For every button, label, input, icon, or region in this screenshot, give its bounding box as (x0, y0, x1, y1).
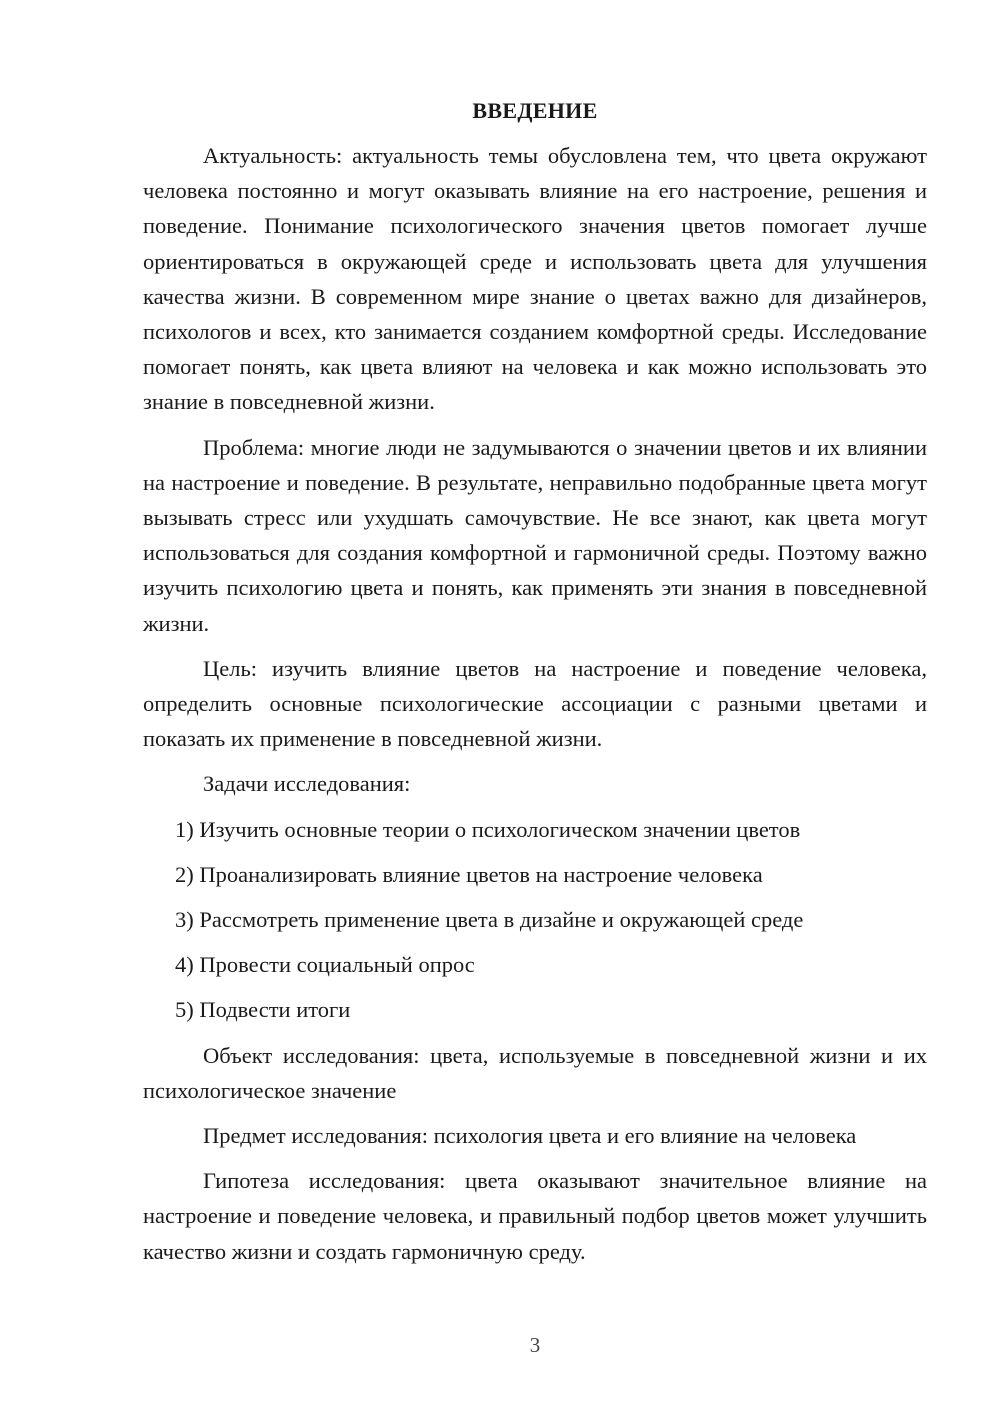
task-item: 4) Провести социальный опрос (175, 952, 475, 978)
task-item: 1) Изучить основные теории о психологическом значении цветов (175, 816, 801, 842)
task-item: 5) Подвести итоги (175, 997, 351, 1023)
tasks-list (143, 812, 927, 1028)
problem-paragraph: Проблема: многие люди не задумываются о значении цветов и их влиянии на настроение и поведение. В результате, неправильно подобранные цвета могут вызывать стресс или ухудшать самочувствие. Не все знают, как цвета могут использоваться для создания комфортной и гармоничной среды. Поэтому важно изучить психологию цвета и понять, как применять эти знания в повседневной жизни. (143, 434, 927, 636)
task-item: 2) Проанализировать влияние цветов на настроение человека (175, 861, 763, 887)
relevance-paragraph: Актуальность: актуальность темы обусловлена тем, что цвета окружают человека постоянно и могут оказывать влияние на его настроение, решения и поведение. Понимание психологического значения цветов помогает лучше ориентироваться в окружающей среде и использовать цвета для улучшения качества жизни. В современном мире знание о цветах важно для дизайнеров, психологов и всех, кто занимается созданием комфортной среды. Исследование помогает понять, как цвета влияют на человека и как можно использовать это знание в повседневной жизни. (143, 143, 927, 415)
tasks-heading: Задачи исследования: (203, 771, 411, 797)
goal-paragraph: Цель: изучить влияние цветов на настроение и поведение человека, определить основные психологические ассоциации с разными цветами и показать их применение в повседневной жизни. (143, 655, 927, 752)
object-paragraph: Объект исследования: цвета, используемые в повседневной жизни и их психологическое значение (143, 1042, 927, 1103)
hypothesis-paragraph: Гипотеза исследования: цвета оказывают значительное влияние на настроение и поведение человека, и правильный подбор цветов может улучшить качество жизни и создать гармоничную среду. (143, 1168, 927, 1264)
section-title: ВВЕДЕНИЕ (472, 98, 598, 123)
subject-paragraph: Предмет исследования: психология цвета и его влияние на человека (203, 1123, 857, 1149)
page-content (143, 96, 927, 1279)
task-item: 3) Рассмотреть применение цвета в дизайне и окружающей среде (175, 907, 804, 933)
page-number: 3 (529, 1333, 541, 1357)
